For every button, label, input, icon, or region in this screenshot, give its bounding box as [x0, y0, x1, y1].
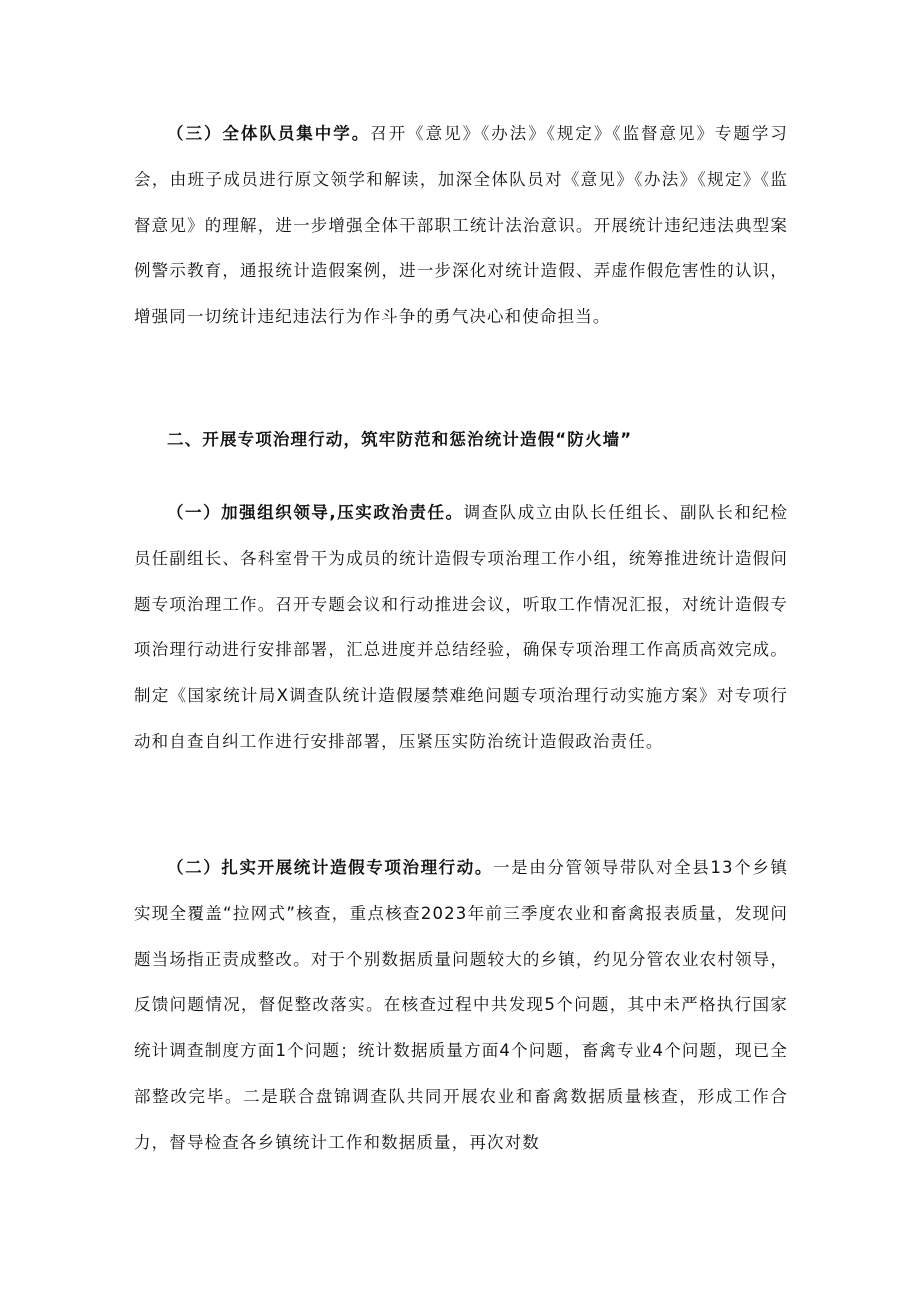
paragraph-body: 调查队成立由队长任组长、副队长和纪检员任副组长、各科室骨干为成员的统计造假专项治理工作小组，统筹推进统计造假问题专项治理工作。召开专题会议和行动推进会议，听取工作情况汇报，对统计造假专项治理行动进行安排部署，汇总进度并总结经验，确保专项治理工作高质高效完成。制定《国家统计局X调查队统计造假屡禁难绝问题专项治理行动实施方案》对专项行动和自查自纠工作进行安排部署，压紧压实防治统计造假政治责任。 [134, 503, 788, 751]
paragraph-special-governance-action [134, 845, 788, 1166]
paragraph-body: 召开《意见》《办法》《规定》《监督意见》专题学习会，由班子成员进行原文领学和解读，加深全体队员对《意见》《办法》《规定》《监督意见》的理解，进一步增强全体干部职工统计法治意识。开展统计违纪违法典型案例警示教育，通报统计造假案例，进一步深化对统计造假、弄虚作假危害性的认识，增强同一切统计违纪违法行为作斗争的勇气决心和使命担当。 [134, 124, 788, 327]
paragraph-lead: （一）加强组织领导,压实政治责任。 [167, 503, 464, 522]
paragraph-lead: （二）扎实开展统计造假专项治理行动。 [167, 858, 494, 877]
paragraph-collective-study [134, 111, 788, 340]
paragraph-organization-leadership [134, 490, 788, 765]
section-heading: 二、开展专项治理行动，筑牢防范和惩治统计造假“防火墙” [167, 430, 633, 449]
paragraph-lead: （三）全体队员集中学。 [167, 124, 371, 143]
paragraph-body: 一是由分管领导带队对全县13个乡镇实现全覆盖“拉网式”核查，重点核查2023年前三季度农业和畜禽报表质量，发现问题当场指正责成整改。对于个别数据质量问题较大的乡镇，约见分管农业农村领导，反馈问题情况，督促整改落实。在核查过程中共发现5个问题，其中未严格执行国家统计调查制度方面1个问题；统计数据质量方面4个问题，畜禽专业4个问题，现已全部整改完毕。二是联合盘锦调查队共同开展农业和畜禽数据质量核查，形成工作合力，督导检查各乡镇统计工作和数据质量，再次对数 [134, 858, 789, 1152]
